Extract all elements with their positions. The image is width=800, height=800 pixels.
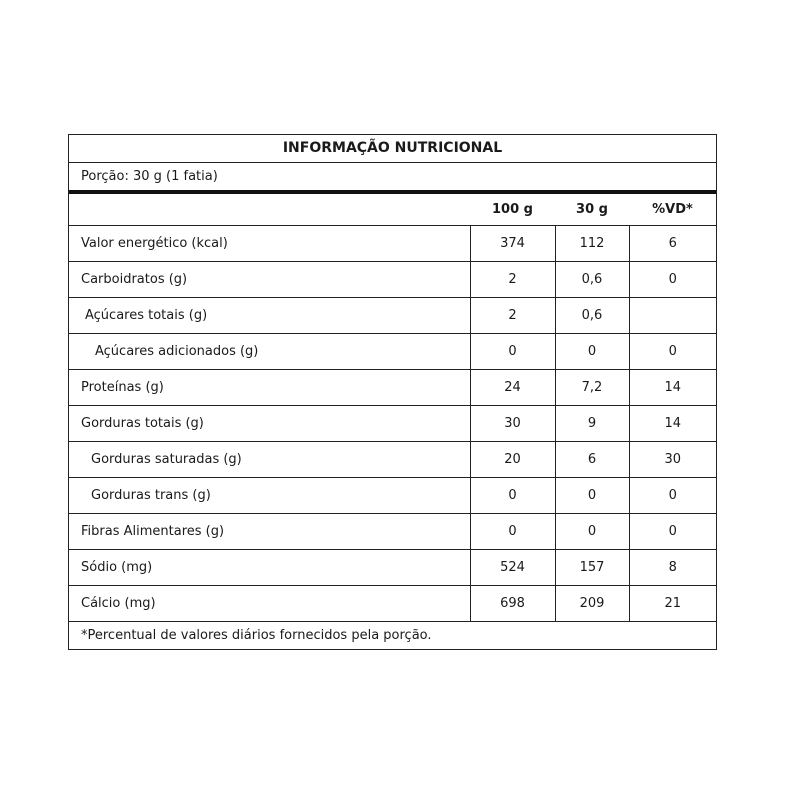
nutrition-facts-label bbox=[68, 134, 717, 650]
header-daily-value: %VD* bbox=[652, 202, 693, 217]
portion-size: Porção: 30 g (1 fatia) bbox=[69, 163, 716, 194]
table-row bbox=[69, 370, 716, 406]
nutrient-name: Açúcares adicionados (g) bbox=[69, 334, 470, 370]
value-per-100g: 524 bbox=[470, 550, 555, 586]
value-daily-percent: 30 bbox=[629, 442, 716, 478]
value-per-100g: 0 bbox=[470, 514, 555, 550]
value-daily-percent: 6 bbox=[629, 226, 716, 262]
value-per-portion: 9 bbox=[555, 406, 629, 442]
value-daily-percent: 8 bbox=[629, 550, 716, 586]
value-per-portion: 6 bbox=[555, 442, 629, 478]
nutrient-name: Proteínas (g) bbox=[69, 370, 470, 406]
value-per-portion: 209 bbox=[555, 586, 629, 622]
value-per-100g: 0 bbox=[470, 334, 555, 370]
table-row bbox=[69, 586, 716, 622]
value-per-portion: 157 bbox=[555, 550, 629, 586]
value-daily-percent bbox=[629, 298, 716, 334]
nutrient-name: Açúcares totais (g) bbox=[69, 298, 470, 334]
value-per-100g: 2 bbox=[470, 262, 555, 298]
header-nutrient bbox=[69, 194, 470, 226]
value-per-100g: 0 bbox=[470, 478, 555, 514]
table-row bbox=[69, 334, 716, 370]
nutrient-name: Gorduras trans (g) bbox=[69, 478, 470, 514]
value-daily-percent: 0 bbox=[629, 262, 716, 298]
nutrition-table bbox=[69, 194, 716, 621]
nutrient-name: Sódio (mg) bbox=[69, 550, 470, 586]
header-per-portion: 30 g bbox=[576, 202, 608, 217]
table-row bbox=[69, 226, 716, 262]
table-row bbox=[69, 478, 716, 514]
nutrient-name: Carboidratos (g) bbox=[69, 262, 470, 298]
value-daily-percent: 0 bbox=[629, 334, 716, 370]
value-per-100g: 2 bbox=[470, 298, 555, 334]
value-daily-percent: 14 bbox=[629, 370, 716, 406]
value-per-100g: 24 bbox=[470, 370, 555, 406]
value-per-100g: 698 bbox=[470, 586, 555, 622]
table-row bbox=[69, 298, 716, 334]
nutrient-name: Valor energético (kcal) bbox=[69, 226, 470, 262]
label-title: INFORMAÇÃO NUTRICIONAL bbox=[69, 135, 716, 163]
value-per-portion: 0 bbox=[555, 478, 629, 514]
table-row bbox=[69, 550, 716, 586]
header-row bbox=[69, 194, 716, 226]
value-per-100g: 374 bbox=[470, 226, 555, 262]
nutrient-name: Gorduras saturadas (g) bbox=[69, 442, 470, 478]
value-daily-percent: 14 bbox=[629, 406, 716, 442]
header-per-100g: 100 g bbox=[492, 202, 533, 217]
value-daily-percent: 0 bbox=[629, 478, 716, 514]
value-per-portion: 7,2 bbox=[555, 370, 629, 406]
value-daily-percent: 21 bbox=[629, 586, 716, 622]
value-per-portion: 0,6 bbox=[555, 298, 629, 334]
value-per-portion: 0 bbox=[555, 514, 629, 550]
table-row bbox=[69, 442, 716, 478]
value-per-100g: 20 bbox=[470, 442, 555, 478]
value-per-100g: 30 bbox=[470, 406, 555, 442]
footnote: *Percentual de valores diários fornecidos pela porção. bbox=[69, 621, 716, 649]
value-daily-percent: 0 bbox=[629, 514, 716, 550]
table-row bbox=[69, 406, 716, 442]
value-per-portion: 0,6 bbox=[555, 262, 629, 298]
value-per-portion: 112 bbox=[555, 226, 629, 262]
value-per-portion: 0 bbox=[555, 334, 629, 370]
table-row bbox=[69, 262, 716, 298]
nutrient-name: Cálcio (mg) bbox=[69, 586, 470, 622]
nutrient-name: Gorduras totais (g) bbox=[69, 406, 470, 442]
nutrient-name: Fibras Alimentares (g) bbox=[69, 514, 470, 550]
table-row bbox=[69, 514, 716, 550]
